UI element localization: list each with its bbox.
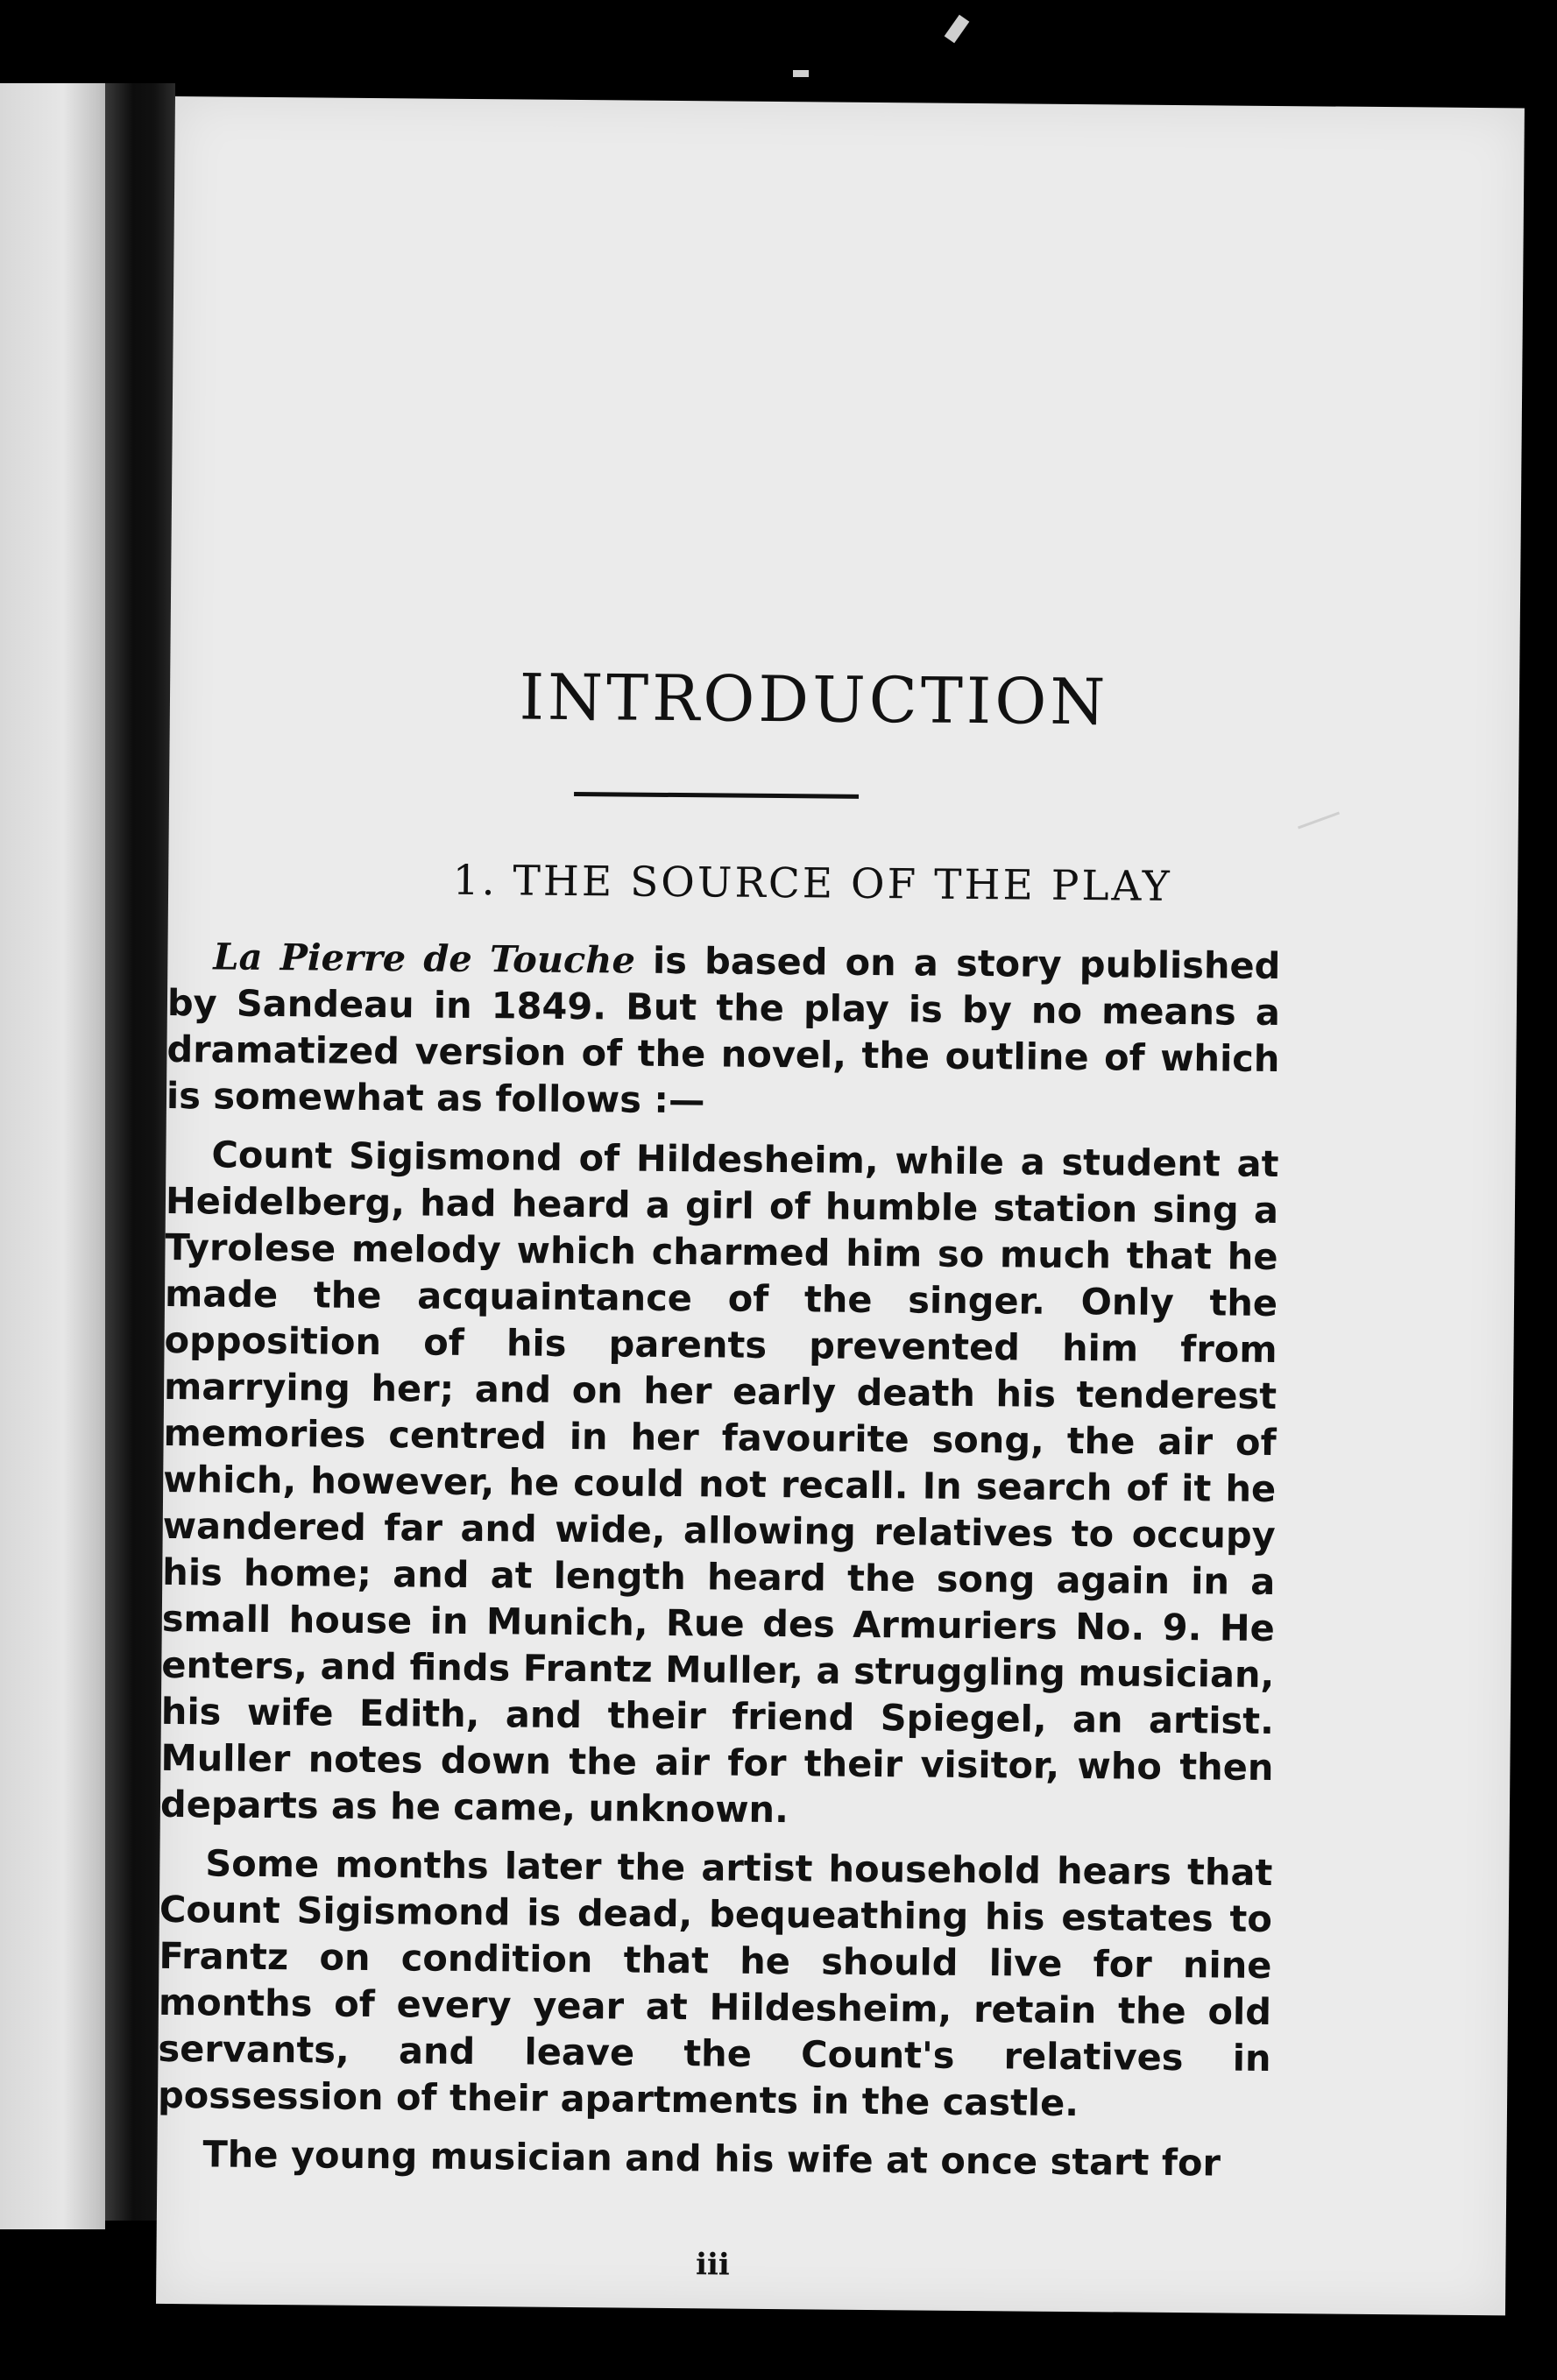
page-content: [156, 96, 1525, 2315]
book-page: [156, 96, 1525, 2315]
paragraph-3: Some months later the artist household hears that Count Sigismond is dead, bequeathing his estates to Frantz on condition that he should live for nine months of every year at Hildesheim, retain the old servants, and leave the Count's relatives in possession of their apartments in the castle.: [157, 1841, 1273, 2125]
scan-speck: [945, 15, 970, 44]
page-title: INTRODUCTION: [519, 660, 1109, 739]
paragraph-1: [166, 933, 1281, 1128]
scan-speck: [793, 70, 809, 77]
paragraph-4: The young musician and his wife at once start for: [202, 2132, 1221, 2185]
section-heading: 1. THE SOURCE OF THE PLAY: [452, 856, 1172, 911]
facing-page-edge: [0, 83, 105, 2229]
paragraph-2: Count Sigismond of Hildesheim, while a student at Heidelberg, had heard a girl of humble station sing a Tyrolese melody which charmed him so much that he made the acquaintance of the singer. Only the opposition of his parents prevented him from marrying her; and on her early death his tenderest memories centred in her favourite song, the air of which, however, he could not recall. In search of it he wandered far and wide, allowing relatives to occupy his home; and at length heard the song again in a small house in Munich, Rue des Armuriers No. 9. He enters, and finds Frantz Muller, a struggling musician, his wife Edith, and their friend Spiegel, an artist. Muller notes down the air for their visitor, who then departs as he came, unknown.: [159, 1133, 1279, 1832]
page-number: iii: [695, 2247, 730, 2283]
body-text: [157, 933, 1280, 2186]
paragraph-1-text: is based on a story published by Sandeau in 1849. But the play is by no means a dramatized version of the novel, the outline of which is somewhat as follows :—: [166, 938, 1281, 1122]
work-title: La Pierre de Touche: [213, 935, 636, 982]
title-divider: [574, 792, 859, 799]
